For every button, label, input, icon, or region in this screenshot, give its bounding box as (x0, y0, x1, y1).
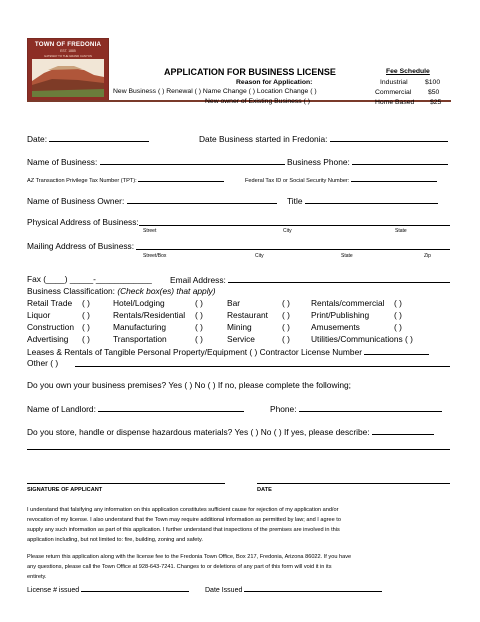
fee-amount-commercial: $50 (428, 89, 440, 96)
tpt-label: AZ Transaction Privilege Tax Number (TPT): (27, 178, 137, 184)
fee-label-industrial: Industrial (380, 79, 408, 86)
date-issued-label: Date Issued (205, 587, 243, 594)
logo-tagline: GATEWAY TO THE GRAND CANYON (44, 54, 92, 58)
sig-date-label: DATE (257, 487, 272, 493)
fee-amount-industrial: $100 (425, 79, 441, 86)
class-manufacturing: Manufacturing (113, 322, 167, 332)
leases-label: Leases & Rentals of Tangible Personal Property/Equipment ( ) Contractor License Number (27, 347, 363, 357)
sig-date-line[interactable] (257, 483, 450, 484)
owner-label: Name of Business Owner: (27, 196, 125, 206)
business-phone-row (287, 156, 448, 167)
owner-field[interactable] (127, 195, 277, 204)
physical-address-row (27, 217, 139, 227)
class-rentals-residential: Rentals/Residential (113, 310, 186, 320)
class-rentals-commercial: Rentals/commercial (311, 298, 385, 308)
date-issued-field[interactable] (244, 584, 382, 592)
addr2-city: City (255, 253, 264, 259)
business-phone-label: Business Phone: (287, 157, 350, 167)
checkbox-construction[interactable]: ( ) (82, 322, 90, 332)
physical-address-field[interactable] (139, 225, 450, 226)
addr2-zip: Zip (424, 253, 431, 259)
title-row (287, 195, 438, 206)
checkbox-amusements[interactable]: ( ) (394, 322, 402, 332)
classification-label: Business Classification: (27, 286, 115, 296)
checkbox-bar[interactable]: ( ) (282, 298, 290, 308)
federal-tax-row (245, 175, 437, 184)
email-field[interactable] (228, 274, 450, 283)
signature-line[interactable] (27, 483, 225, 484)
return-line-1: Please return this application along with the license fee to the Fredonia Town Office, Box 217, Fredonia, Arizona 86022. If you have (27, 554, 352, 560)
landlord-row (27, 403, 244, 414)
signature-label: SIGNATURE OF APPLICANT (27, 487, 103, 493)
title-label: Title (287, 196, 303, 206)
hazardous-row (27, 426, 434, 437)
checkbox-hotel-lodging[interactable]: ( ) (195, 298, 203, 308)
license-issued-label: License # issued (27, 587, 80, 594)
fax-row[interactable] (27, 274, 152, 284)
hazardous-describe-field[interactable] (372, 426, 434, 435)
addr2-state: State (341, 253, 353, 259)
email-label: Email Address: (170, 275, 226, 285)
leases-row (27, 346, 429, 357)
landlord-label: Name of Landlord: (27, 404, 96, 414)
fee-label-homebased: Home Based (375, 99, 415, 106)
date-row (27, 133, 149, 144)
date-field[interactable] (49, 133, 149, 142)
disclaimer-line-1: I understand that falsifying any information on this application constitutes sufficient cause for rejection of my application and/or (27, 507, 339, 513)
class-advertising: Advertising (27, 334, 69, 344)
date-started-field[interactable] (330, 133, 448, 142)
checkbox-rentals-commercial[interactable]: ( ) (394, 298, 402, 308)
classification-row (27, 286, 216, 296)
return-line-2: any questions, please call the Town Office at 928-643-7241. Changes to or deletions of any part of this form will void it in its (27, 564, 332, 570)
email-row (170, 274, 450, 285)
business-name-row (27, 156, 285, 167)
business-phone-field[interactable] (352, 156, 448, 165)
class-transportation: Transportation (113, 334, 167, 344)
license-issued-row (27, 584, 189, 594)
checkbox-mining[interactable]: ( ) (282, 322, 290, 332)
mailing-address-row (27, 241, 134, 251)
other-label[interactable]: Other ( ) (27, 358, 59, 368)
date-issued-row (205, 584, 382, 594)
federal-tax-label: Federal Tax ID or Social Security Number: (245, 178, 350, 184)
hazardous-extra-line[interactable] (27, 449, 450, 450)
checkbox-print-publishing[interactable]: ( ) (394, 310, 402, 320)
fee-label-commercial: Commercial (375, 89, 412, 96)
own-premises-label[interactable]: Do you own your business premises? Yes ( ) No ( ) If no, please complete the following; (27, 380, 351, 390)
classification-hint: (Check box(es) that apply) (117, 286, 216, 296)
logo-name: TOWN OF FREDONIA (34, 41, 102, 48)
return-line-3: entirety. (27, 574, 47, 580)
date-started-row (199, 133, 448, 144)
reason-line-2: New owner of Existing Business ( ) (205, 98, 311, 105)
class-bar: Bar (227, 298, 241, 308)
class-hotel-lodging: Hotel/Lodging (113, 298, 165, 308)
date-started-label: Date Business started in Fredonia: (199, 134, 328, 144)
addr1-state: State (395, 228, 407, 234)
landlord-phone-row (270, 403, 442, 414)
class-service: Service (227, 334, 255, 344)
reason-label: Reason for Application: (236, 79, 313, 86)
tpt-field[interactable] (138, 175, 224, 182)
class-amusements: Amusements (311, 322, 360, 332)
date-label: Date: (27, 134, 48, 144)
fax-field[interactable]: Fax (____) _____-____________ (27, 274, 152, 284)
class-construction: Construction (27, 322, 75, 332)
checkbox-rentals-residential[interactable]: ( ) (195, 310, 203, 320)
mailing-address-label: Mailing Address of Business: (27, 241, 135, 251)
disclaimer-line-3: supply any such information as part of this application. I further understand that inspections of the premises are involved in this (27, 527, 340, 533)
class-utilities-communications[interactable]: Utilities/Communications ( ) (311, 334, 413, 344)
checkbox-retail-trade[interactable]: ( ) (82, 298, 90, 308)
form-title: APPLICATION FOR BUSINESS LICENSE (164, 67, 336, 77)
other-field[interactable] (75, 366, 450, 367)
own-premises-row (27, 380, 351, 390)
fee-amount-homebased: $25 (430, 99, 442, 106)
business-name-label: Name of Business: (27, 157, 98, 167)
checkbox-liquor[interactable]: ( ) (82, 310, 90, 320)
hazardous-label: Do you store, handle or dispense hazardous materials? Yes ( ) No ( ) If yes, please describe: (27, 427, 370, 437)
reason-line-1: New Business ( ) Renewal ( ) Name Change ( ) Location Change ( ) (113, 88, 317, 95)
mesa-landscape-icon (28, 39, 108, 101)
checkbox-restaurant[interactable]: ( ) (282, 310, 290, 320)
owner-row (27, 195, 277, 206)
class-retail-trade: Retail Trade (27, 298, 73, 308)
landlord-phone-field[interactable] (299, 403, 442, 412)
mailing-address-field[interactable] (136, 249, 450, 250)
fee-schedule-heading: Fee Schedule (386, 68, 430, 75)
contractor-license-field[interactable] (364, 346, 429, 355)
tpt-row (27, 175, 224, 184)
addr1-city: City (283, 228, 292, 234)
addr2-street: Street/Box (143, 253, 167, 259)
logo-est: EST. 1885 (60, 49, 76, 53)
title-field[interactable] (305, 195, 438, 204)
checkbox-service[interactable]: ( ) (282, 334, 290, 344)
landlord-field[interactable] (98, 403, 244, 412)
checkbox-advertising[interactable]: ( ) (82, 334, 90, 344)
town-logo (27, 38, 109, 102)
license-issued-field[interactable] (81, 584, 189, 592)
checkbox-transportation[interactable]: ( ) (195, 334, 203, 344)
class-liquor: Liquor (27, 310, 51, 320)
addr1-street: Street (143, 228, 157, 234)
checkbox-manufacturing[interactable]: ( ) (195, 322, 203, 332)
class-print-publishing: Print/Publishing (311, 310, 370, 320)
disclaimer-line-2: revocation of my license. I also understand that the Town may require additional information as permitted by law; and I agree to (27, 517, 341, 523)
business-name-field[interactable] (100, 156, 285, 165)
disclaimer-line-4: application including, but not limited to: fire, building, zoning and safety. (27, 537, 203, 543)
other-row (27, 358, 58, 368)
physical-address-label: Physical Address of Business: (27, 217, 139, 227)
landlord-phone-label: Phone: (270, 404, 297, 414)
class-mining: Mining (227, 322, 252, 332)
federal-tax-field[interactable] (351, 175, 437, 182)
class-restaurant: Restaurant (227, 310, 268, 320)
